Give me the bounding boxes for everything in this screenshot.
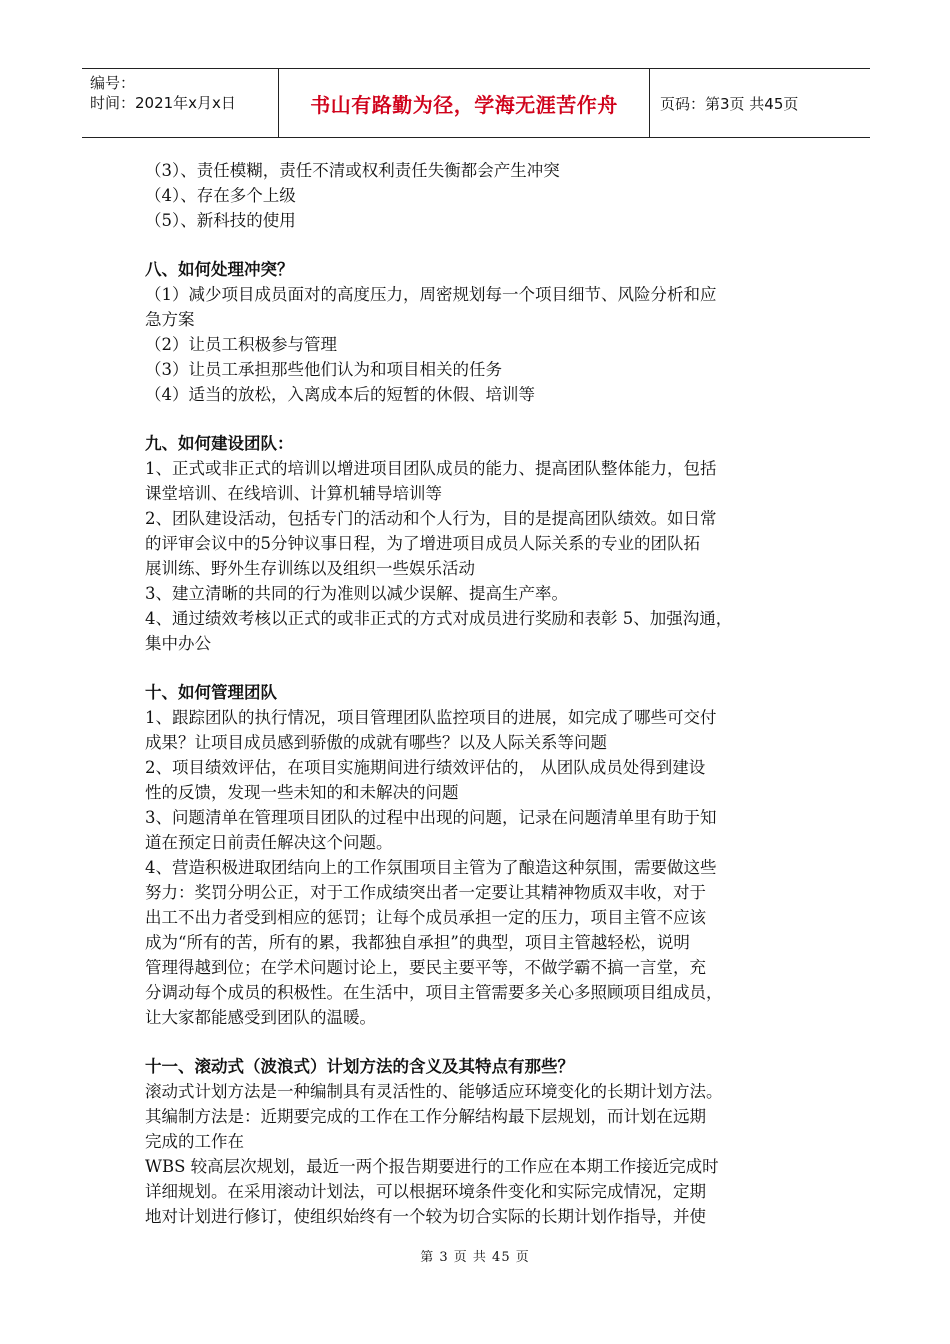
body-line: 完成的工作在 <box>145 1132 244 1151</box>
body-line: 详细规划。在采用滚动计划法，可以根据环境条件变化和实际完成情况，定期 <box>145 1182 706 1201</box>
body-line: 成为“所有的苦，所有的累，我都独自承担”的典型，项目主管越轻松，说明 <box>145 933 690 952</box>
body-line: （5）、新科技的使用 <box>145 211 296 230</box>
paragraph-gap <box>145 233 825 257</box>
body-line: 展训练、野外生存训练以及组织一些娱乐活动 <box>145 559 475 578</box>
body-line: （2）让员工积极参与管理 <box>145 335 337 354</box>
body-line: 地对计划进行修订，使组织始终有一个较为切合实际的长期计划作指导，并使 <box>145 1207 706 1226</box>
body-line: 4、通过绩效考核以正式的或非正式的方式对成员进行奖励和表彰 5、加强沟通， <box>145 609 733 628</box>
body-line: 出工不出力者受到相应的惩罚；让每个成员承担一定的压力，项目主管不应该 <box>145 908 706 927</box>
page-header <box>82 68 870 138</box>
body-line: 2、项目绩效评估，在项目实施期间进行绩效评估的， 从团队成员处得到建设 <box>145 758 706 777</box>
body-line: （4）适当的放松，入离成本后的短暂的休假、培训等 <box>145 385 535 404</box>
body-line: 1、跟踪团队的执行情况，项目管理团队监控项目的进展，如完成了哪些可交付 <box>145 708 717 727</box>
body-line: 3、建立清晰的共同的行为准则以减少误解、提高生产率。 <box>145 584 568 603</box>
body-line: 让大家都能感受到团队的温暖。 <box>145 1008 376 1027</box>
section-heading-9: 九、如何建设团队： <box>145 434 294 453</box>
body-line: （1）减少项目成员面对的高度压力，周密规划每一个项目细节、风险分析和应 <box>145 285 717 304</box>
document-number-label: 编号： <box>90 74 136 92</box>
body-line: 的评审会议中的5分钟议事日程，为了增进项目成员人际关系的专业的团队拓 <box>145 534 700 553</box>
page-footer: 第 3 页 共 45 页 <box>420 1250 530 1265</box>
body-line: 1、正式或非正式的培训以增进项目团队成员的能力、提高团队整体能力，包括 <box>145 459 717 478</box>
paragraph-gap <box>145 656 825 680</box>
document-date: 时间：2021年x月x日 <box>90 94 236 112</box>
body-line: 道在预定日前责任解决这个问题。 <box>145 833 393 852</box>
body-line: 成果？让项目成员感到骄傲的成就有哪些？以及人际关系等问题 <box>145 733 607 752</box>
header-motto: 书山有路勤为径，学海无涯苦作舟 <box>278 69 650 137</box>
body-line: （3）让员工承担那些他们认为和项目相关的任务 <box>145 360 502 379</box>
body-line: 努力：奖罚分明公正，对于工作成绩突出者一定要让其精神物质双丰收，对于 <box>145 883 706 902</box>
header-page-info: 页码：第3页 共45页 <box>660 94 799 113</box>
body-line: 滚动式计划方法是一种编制具有灵活性的、能够适应环境变化的长期计划方法。 <box>145 1082 723 1101</box>
body-line: 性的反馈，发现一些未知的和未解决的问题 <box>145 783 459 802</box>
header-meta <box>82 69 278 137</box>
body-line: 3、问题清单在管理项目团队的过程中出现的问题，记录在问题清单里有助于知 <box>145 808 717 827</box>
document-body <box>145 158 825 1229</box>
paragraph-gap <box>145 1030 825 1054</box>
section-heading-10: 十、如何管理团队 <box>145 683 277 702</box>
body-line: WBS 较高层次规划，最近一两个报告期要进行的工作应在本期工作接近完成时 <box>145 1157 719 1176</box>
paragraph-gap <box>145 407 825 431</box>
body-line: 课堂培训、在线培训、计算机辅导培训等 <box>145 484 442 503</box>
body-line: （4）、存在多个上级 <box>145 186 296 205</box>
section-heading-11: 十一、滚动式（波浪式）计划方法的含义及其特点有那些？ <box>145 1057 574 1076</box>
body-line: 管理得越到位；在学术问题讨论上，要民主要平等，不做学霸不搞一言堂，充 <box>145 958 706 977</box>
body-line: 2、团队建设活动，包括专门的活动和个人行为，目的是提高团队绩效。如日常 <box>145 509 717 528</box>
body-line: 分调动每个成员的积极性。在生活中，项目主管需要多关心多照顾项目组成员， <box>145 983 723 1002</box>
body-line: 集中办公 <box>145 634 211 653</box>
body-line: 其编制方法是：近期要完成的工作在工作分解结构最下层规划，而计划在远期 <box>145 1107 706 1126</box>
body-line: 4、营造积极进取团结向上的工作氛围项目主管为了酿造这种氛围，需要做这些 <box>145 858 717 877</box>
body-line: 急方案 <box>145 310 195 329</box>
body-line: （3）、责任模糊，责任不清或权利责任失衡都会产生冲突 <box>145 161 560 180</box>
section-heading-8: 八、如何处理冲突？ <box>145 260 294 279</box>
